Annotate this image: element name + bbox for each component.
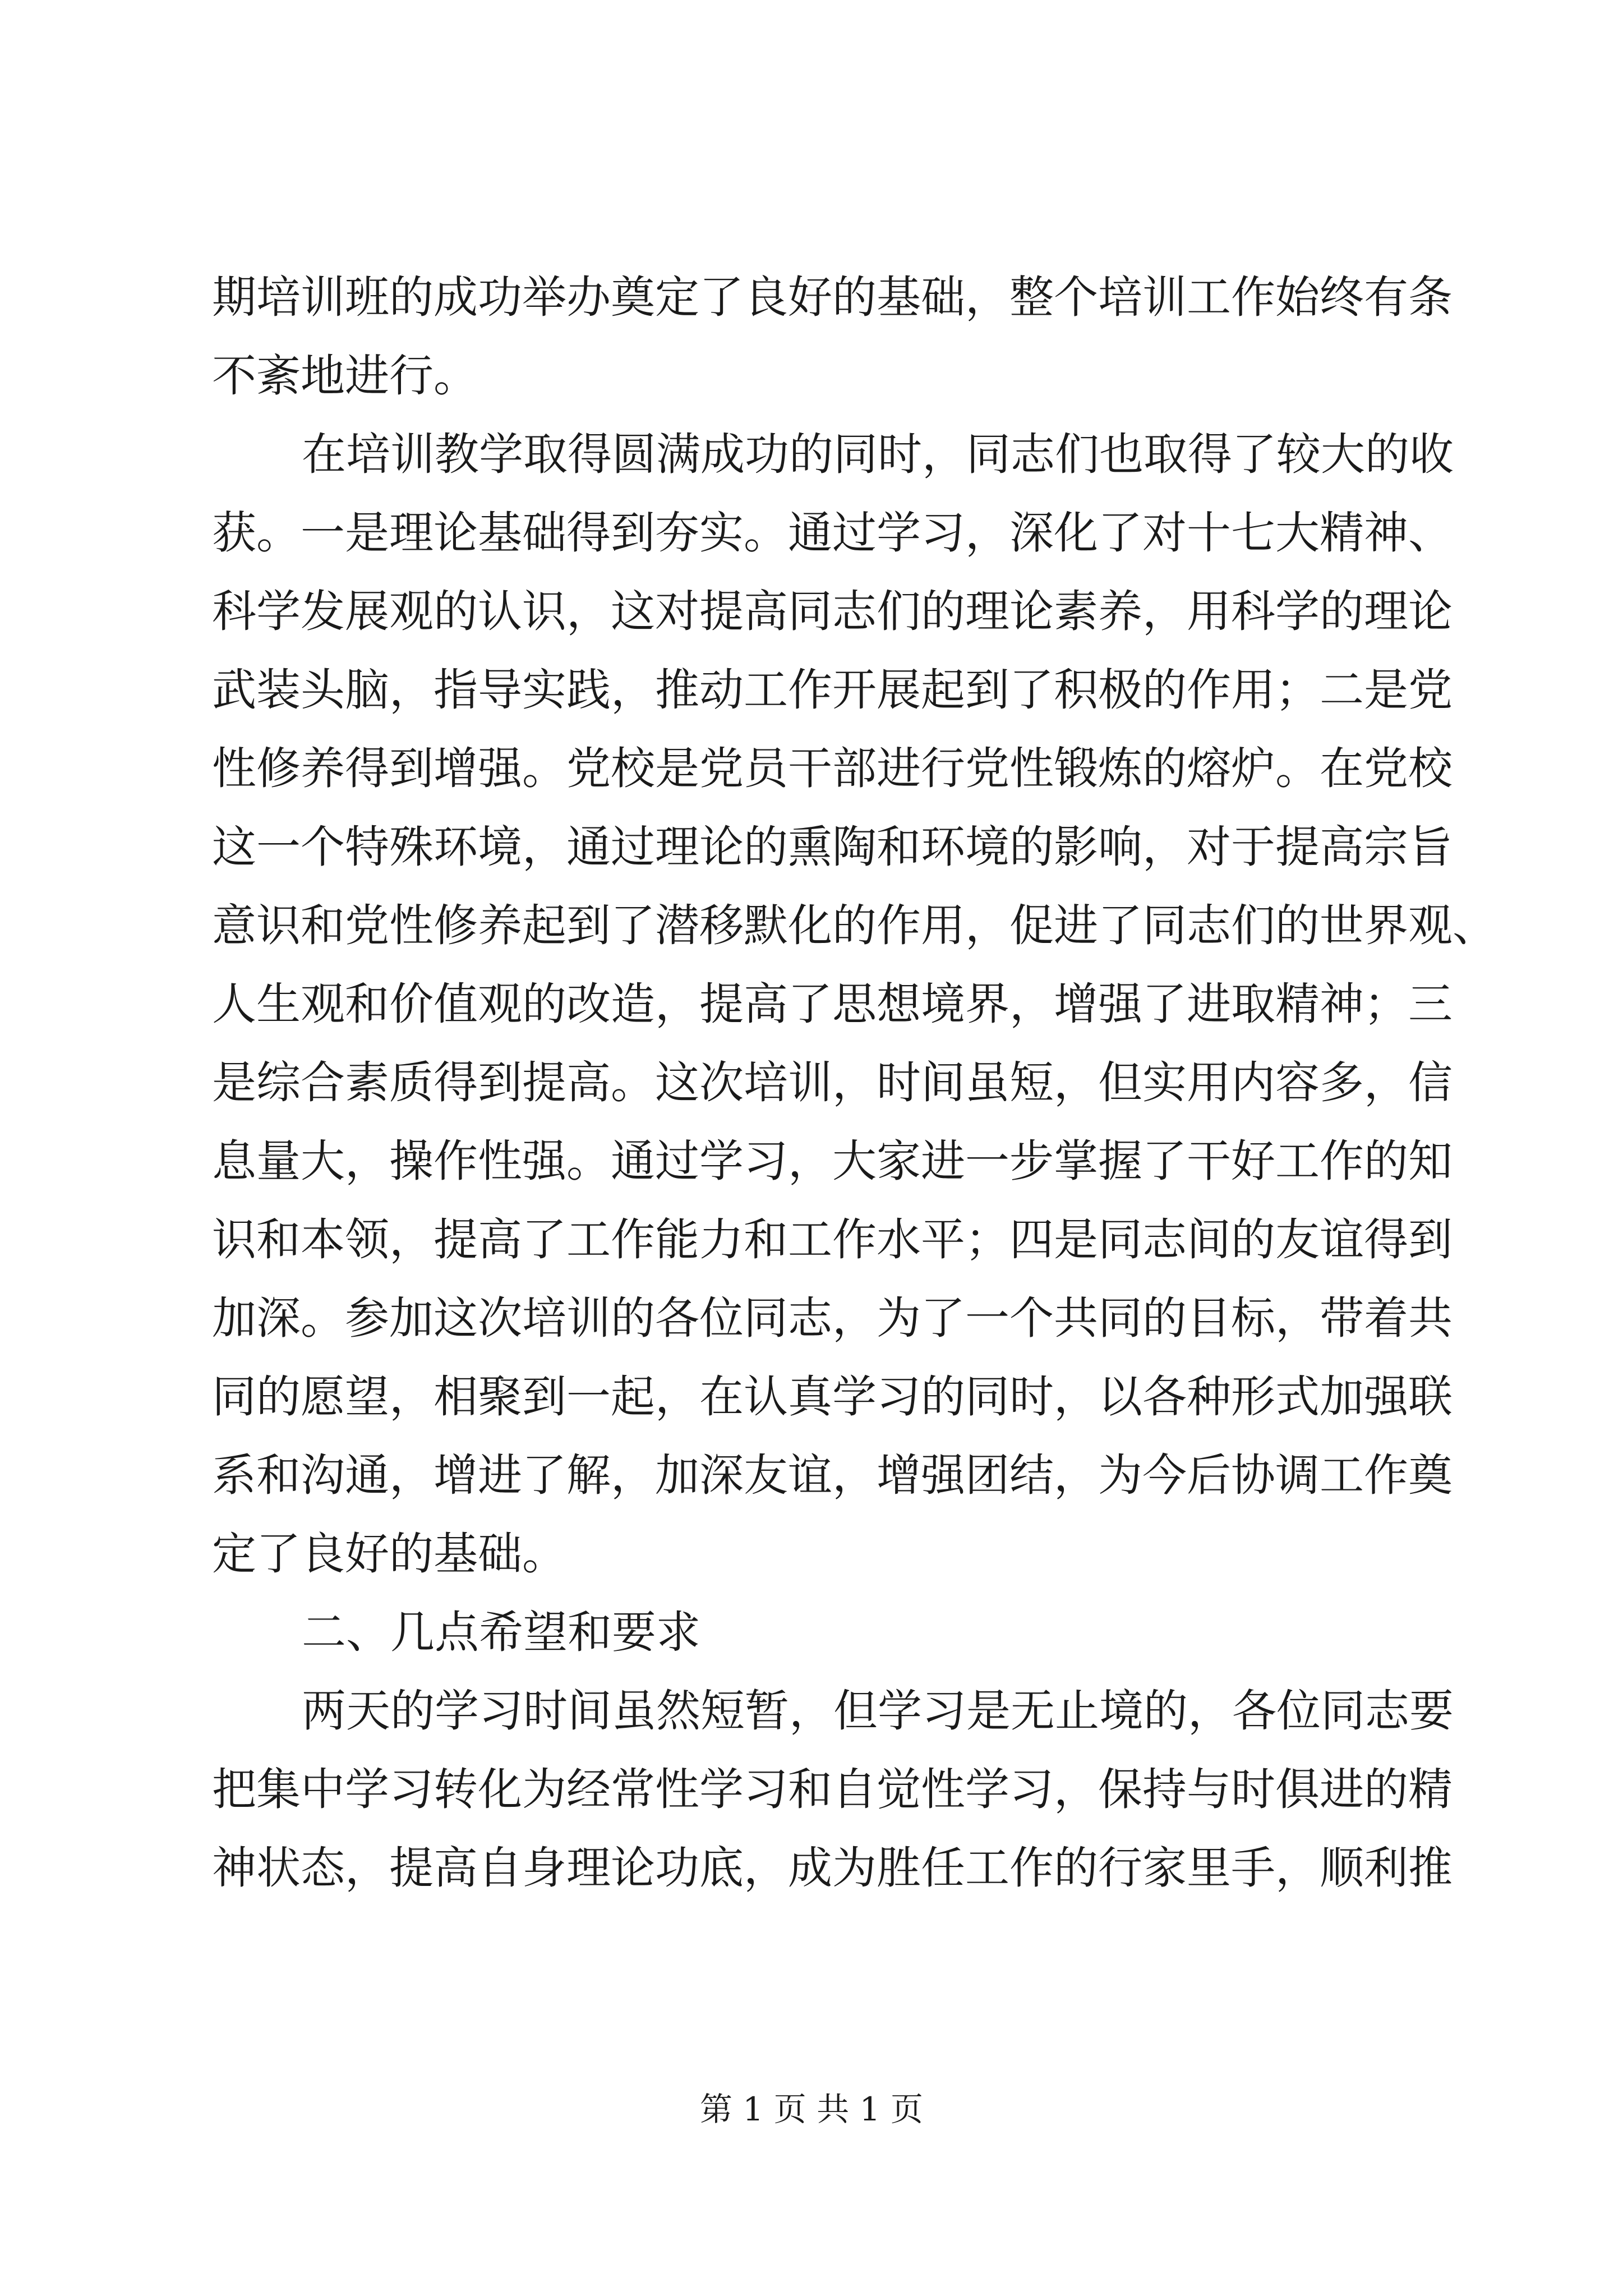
text-line-2: 不紊地进行。 xyxy=(212,350,478,402)
section-heading: 二、几点希望和要求 xyxy=(302,1607,700,1658)
text-line-3: 在培训教学取得圆满成功的同时，同志们也取得了较大的收 xyxy=(302,429,1454,480)
text-line-12: 息量大，操作性强。通过学习，大家进一步掌握了干好工作的知 xyxy=(212,1135,1453,1187)
text-line-4: 获。一是理论基础得到夯实。通过学习，深化了对十七大精神、 xyxy=(212,507,1453,559)
text-line-9: 意识和党性修养起到了潜移默化的作用，促进了同志们的世界观、 xyxy=(212,900,1497,951)
page-footer: 第 1 页 共 1 页 xyxy=(700,2090,923,2128)
text-line-17: 定了良好的基础。 xyxy=(212,1528,566,1580)
text-line-15: 同的愿望，相聚到一起，在认真学习的同时，以各种形式加强联 xyxy=(212,1371,1453,1423)
text-line-11: 是综合素质得到提高。这次培训，时间虽短，但实用内容多，信 xyxy=(212,1057,1453,1108)
text-line-1: 期培训班的成功举办奠定了良好的基础，整个培训工作始终有条 xyxy=(212,272,1453,323)
text-line-10: 人生观和价值观的改造，提高了思想境界，增强了进取精神；三 xyxy=(212,978,1453,1030)
text-line-13: 识和本领，提高了工作能力和工作水平；四是同志间的友谊得到 xyxy=(212,1214,1453,1266)
text-line-16: 系和沟通，增进了解，加深友谊，增强团结，为今后协调工作奠 xyxy=(212,1450,1453,1501)
text-line-19: 两天的学习时间虽然短暂，但学习是无止境的，各位同志要 xyxy=(302,1685,1454,1737)
text-line-6: 武装头脑，指导实践，推动工作开展起到了积极的作用；二是党 xyxy=(212,664,1453,716)
text-line-21: 神状态，提高自身理论功底，成为胜任工作的行家里手，顺利推 xyxy=(212,1842,1453,1894)
text-line-14: 加深。参加这次培训的各位同志，为了一个共同的目标，带着共 xyxy=(212,1292,1453,1344)
text-line-8: 这一个特殊环境，通过理论的熏陶和环境的影响，对于提高宗旨 xyxy=(212,821,1453,873)
text-line-5: 科学发展观的认识，这对提高同志们的理论素养，用科学的理论 xyxy=(212,586,1453,637)
text-line-7: 性修养得到增强。党校是党员干部进行党性锻炼的熔炉。在党校 xyxy=(212,743,1453,794)
text-line-20: 把集中学习转化为经常性学习和自觉性学习，保持与时俱进的精 xyxy=(212,1764,1453,1815)
